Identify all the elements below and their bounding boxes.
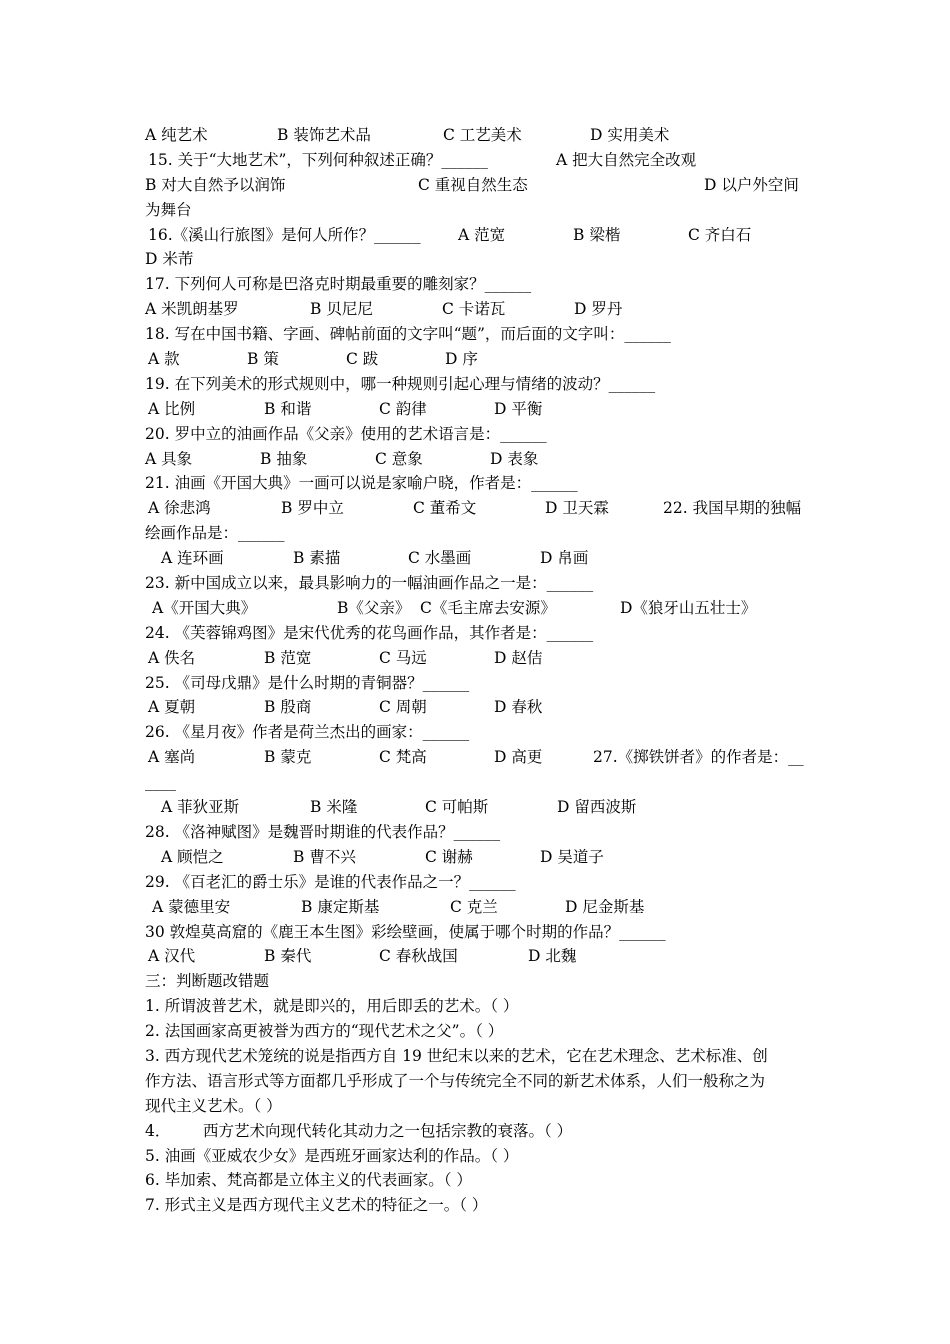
text-line bbox=[145, 148, 810, 173]
text-segment: A 纯艺术 bbox=[145, 126, 208, 144]
text-line bbox=[145, 198, 810, 223]
text-line bbox=[145, 322, 810, 347]
text-line bbox=[145, 671, 810, 696]
text-segment: 16.《溪山行旅图》是何人所作？______ bbox=[148, 225, 421, 244]
text-segment: D 卫天霖 bbox=[545, 499, 609, 518]
text-segment: C 梵高 bbox=[379, 748, 427, 767]
text-line bbox=[145, 745, 810, 770]
text-segment: A 夏朝 bbox=[148, 698, 196, 717]
text-line bbox=[145, 1019, 810, 1044]
text-segment: A 具象 bbox=[145, 449, 193, 468]
text-segment: B 抽象 bbox=[260, 449, 308, 468]
text-segment: 绘画作品是：______ bbox=[145, 524, 285, 543]
text-line bbox=[145, 447, 810, 472]
text-line bbox=[145, 223, 810, 248]
text-segment: 29. 《百老汇的爵士乐》是谁的代表作品之一？______ bbox=[145, 872, 516, 891]
text-segment: C《毛主席去安源》 bbox=[420, 598, 556, 617]
text-segment: A 汉代 bbox=[148, 947, 196, 966]
text-segment: B 贝尼尼 bbox=[310, 300, 373, 319]
text-segment: B 康定斯基 bbox=[301, 897, 380, 916]
text-segment: A 蒙德里安 bbox=[152, 897, 231, 916]
text-line bbox=[145, 1094, 810, 1119]
text-segment: A 比例 bbox=[148, 399, 196, 418]
text-segment: A 塞尚 bbox=[148, 748, 196, 767]
text-line bbox=[145, 397, 810, 422]
text-segment: B 罗中立 bbox=[281, 499, 344, 518]
text-segment: 西方艺术向现代转化其动力之一包括宗教的衰落。（ ） bbox=[203, 1121, 573, 1140]
text-line bbox=[145, 944, 810, 969]
text-line bbox=[145, 297, 810, 322]
text-segment: D 罗丹 bbox=[574, 300, 623, 319]
text-line bbox=[145, 496, 810, 521]
text-segment: B《父亲》 bbox=[337, 598, 411, 617]
text-segment: 17. 下列何人可称是巴洛克时期最重要的雕刻家？______ bbox=[145, 275, 532, 294]
text-segment: 21. 油画《开国大典》一画可以说是家喻户晓，作者是：______ bbox=[145, 474, 578, 493]
text-segment: D 吴道子 bbox=[540, 847, 604, 866]
text-line bbox=[145, 770, 810, 795]
text-segment: D 表象 bbox=[490, 449, 539, 468]
text-line bbox=[145, 521, 810, 546]
text-segment: A 米凯朗基罗 bbox=[145, 300, 239, 319]
text-segment: C 卡诺瓦 bbox=[442, 300, 506, 319]
text-segment: C 韵律 bbox=[379, 399, 427, 418]
text-segment: B 殷商 bbox=[264, 698, 312, 717]
text-segment: A 款 bbox=[148, 350, 180, 369]
text-segment: B 对大自然予以润饰 bbox=[145, 175, 286, 194]
text-segment: D 米芾 bbox=[145, 250, 194, 269]
text-segment: D 留西波斯 bbox=[557, 798, 637, 817]
text-segment: C 马远 bbox=[379, 648, 427, 667]
text-segment: C 水墨画 bbox=[408, 549, 472, 568]
text-segment: B 素描 bbox=[293, 549, 341, 568]
text-line bbox=[145, 920, 810, 945]
text-segment: D 帛画 bbox=[540, 549, 589, 568]
text-segment: A《开国大典》 bbox=[152, 598, 257, 617]
text-line bbox=[145, 272, 810, 297]
text-segment: B 梁楷 bbox=[573, 225, 621, 244]
text-segment: 22. 我国早期的独幅 bbox=[663, 499, 802, 518]
text-segment: 现代主义艺术。（ ） bbox=[145, 1096, 282, 1115]
text-segment: B 蒙克 bbox=[264, 748, 312, 767]
text-line bbox=[145, 845, 810, 870]
text-segment: C 可帕斯 bbox=[425, 798, 489, 817]
text-segment: B 米隆 bbox=[310, 798, 358, 817]
text-line bbox=[145, 646, 810, 671]
text-line bbox=[145, 870, 810, 895]
text-segment: C 意象 bbox=[375, 449, 423, 468]
text-segment: 2. 法国画家高更被誉为西方的“现代艺术之父”。（ ） bbox=[145, 1022, 504, 1041]
text-line bbox=[145, 571, 810, 596]
text-segment: A 把大自然完全改观 bbox=[556, 150, 697, 169]
text-line bbox=[145, 422, 810, 447]
text-segment: C 谢赫 bbox=[425, 847, 473, 866]
text-segment: B 曹不兴 bbox=[293, 847, 356, 866]
text-segment: 27.《掷铁饼者》的作者是：__ bbox=[593, 748, 804, 767]
text-segment: A 菲狄亚斯 bbox=[161, 798, 240, 817]
text-segment: 18. 写在中国书籍、字画、碑帖前面的文字叫“题”，而后面的文字叫：______ bbox=[145, 325, 671, 344]
text-segment: 1. 所谓波普艺术，就是即兴的，用后即丢的艺术。（ ） bbox=[145, 997, 519, 1016]
text-segment: ____ bbox=[145, 773, 176, 792]
text-segment: B 装饰艺术品 bbox=[277, 126, 371, 144]
text-line bbox=[145, 720, 810, 745]
text-segment: D 以户外空间 bbox=[704, 175, 799, 194]
text-line bbox=[145, 1144, 810, 1169]
text-segment: 28. 《洛神赋图》是魏晋时期谁的代表作品？______ bbox=[145, 822, 501, 841]
text-line bbox=[145, 347, 810, 372]
text-segment: 30 敦煌莫高窟的《鹿王本生图》彩绘壁画，使属于哪个时期的作品？______ bbox=[145, 922, 666, 941]
text-segment: 三：判断题改错题 bbox=[145, 972, 270, 991]
text-segment: A 佚名 bbox=[148, 648, 196, 667]
text-segment: 25. 《司母戊鼎》是什么时期的青铜器？______ bbox=[145, 673, 470, 692]
text-segment: D 北魏 bbox=[528, 947, 577, 966]
text-segment: 19. 在下列美术的形式规则中，哪一种规则引起心理与情绪的波动？______ bbox=[145, 374, 656, 393]
text-segment: D 赵佶 bbox=[494, 648, 543, 667]
text-line bbox=[145, 895, 810, 920]
text-segment: A 连环画 bbox=[161, 549, 224, 568]
text-line bbox=[145, 1119, 810, 1144]
text-segment: 15. 关于“大地艺术”，下列何种叙述正确？______ bbox=[148, 150, 488, 169]
text-segment: 4． bbox=[145, 1121, 171, 1140]
document-page bbox=[145, 123, 810, 1218]
text-segment: 为舞台 bbox=[145, 200, 192, 219]
text-line bbox=[145, 1044, 810, 1069]
text-line bbox=[145, 1168, 810, 1193]
text-segment: D 春秋 bbox=[494, 698, 543, 717]
text-line bbox=[145, 173, 810, 198]
text-segment: B 和谐 bbox=[264, 399, 312, 418]
text-segment: D 实用美术 bbox=[590, 126, 670, 144]
text-segment: D 平衡 bbox=[494, 399, 543, 418]
text-line bbox=[145, 1069, 810, 1094]
text-line bbox=[145, 621, 810, 646]
text-segment: D《狼牙山五壮士》 bbox=[620, 598, 757, 617]
text-line bbox=[145, 1193, 810, 1218]
text-line bbox=[145, 969, 810, 994]
text-segment: C 重视自然生态 bbox=[418, 175, 528, 194]
text-segment: C 董希文 bbox=[413, 499, 477, 518]
text-line bbox=[145, 596, 810, 621]
text-line bbox=[145, 471, 810, 496]
text-line bbox=[145, 546, 810, 571]
text-segment: B 秦代 bbox=[264, 947, 312, 966]
text-line bbox=[145, 247, 810, 272]
text-segment: A 徐悲鸿 bbox=[148, 499, 211, 518]
text-segment: 23. 新中国成立以来，最具影响力的一幅油画作品之一是：______ bbox=[145, 574, 594, 593]
text-segment: B 策 bbox=[247, 350, 279, 369]
text-segment: D 高更 bbox=[494, 748, 543, 767]
text-segment: 24. 《芙蓉锦鸡图》是宋代优秀的花鸟画作品，其作者是：______ bbox=[145, 623, 594, 642]
text-line bbox=[145, 123, 810, 148]
text-segment: 作方法、语言形式等方面都几乎形成了一个与传统完全不同的新艺术体系，人们一般称之为 bbox=[145, 1071, 766, 1090]
text-line bbox=[145, 372, 810, 397]
text-line bbox=[145, 695, 810, 720]
text-line bbox=[145, 994, 810, 1019]
text-segment: 5. 油画《亚威农少女》是西班牙画家达利的作品。（ ） bbox=[145, 1146, 519, 1165]
text-segment: A 顾恺之 bbox=[161, 847, 224, 866]
text-line bbox=[145, 820, 810, 845]
text-segment: C 齐白石 bbox=[688, 225, 752, 244]
text-segment: D 序 bbox=[445, 350, 478, 369]
text-line bbox=[145, 795, 810, 820]
text-segment: 20. 罗中立的油画作品《父亲》使用的艺术语言是：______ bbox=[145, 424, 547, 443]
text-segment: C 克兰 bbox=[450, 897, 498, 916]
text-segment: C 工艺美术 bbox=[443, 126, 522, 144]
text-segment: 6. 毕加索、梵高都是立体主义的代表画家。（ ） bbox=[145, 1171, 472, 1190]
text-segment: C 春秋战国 bbox=[379, 947, 458, 966]
text-segment: 26. 《星月夜》作者是荷兰杰出的画家：______ bbox=[145, 723, 470, 742]
text-segment: B 范宽 bbox=[264, 648, 312, 667]
text-segment: D 尼金斯基 bbox=[565, 897, 645, 916]
text-segment: 3. 西方现代艺术笼统的说是指西方自 19 世纪末以来的艺术，它在艺术理念、艺术标准、创 bbox=[145, 1046, 768, 1065]
text-segment: C 周朝 bbox=[379, 698, 427, 717]
text-segment: A 范宽 bbox=[458, 225, 506, 244]
text-segment: C 跋 bbox=[346, 350, 379, 369]
text-segment: 7. 形式主义是西方现代主义艺术的特征之一。（ ） bbox=[145, 1196, 488, 1215]
